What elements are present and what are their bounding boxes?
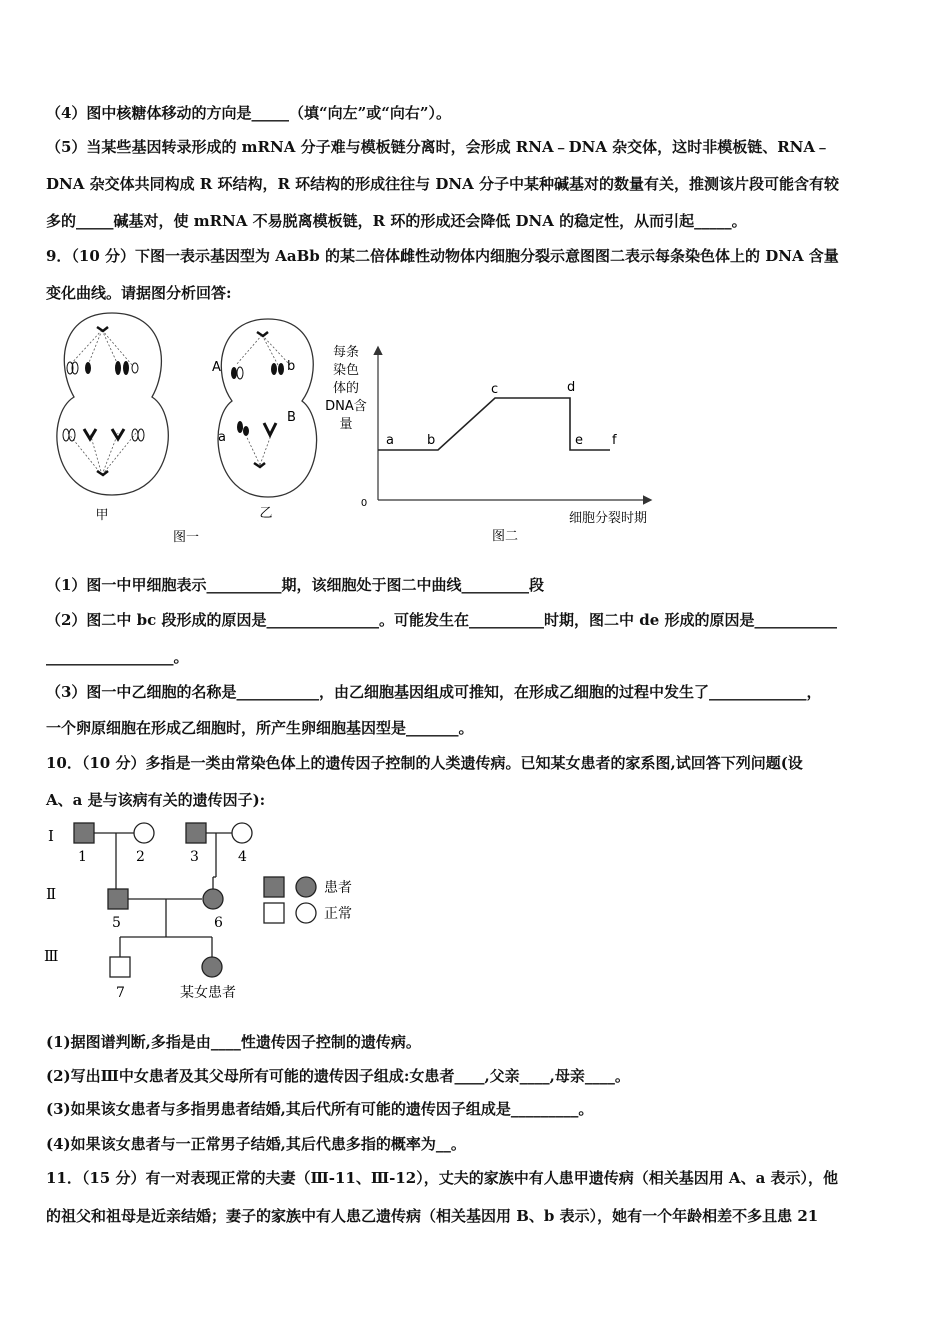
ylabel-line-4: DNA含 — [325, 399, 367, 414]
legend-normal-label: 正常 — [324, 906, 352, 922]
text-line-10: （3）图一中乙细胞的名称是___________，由乙细胞基因组成可推知，在形成乙细胞的过程中发生了_____________， — [46, 683, 822, 701]
point-e: e — [575, 433, 583, 448]
figure2-caption: 图二 — [491, 529, 519, 544]
figure1-caption: 图一 — [172, 530, 200, 545]
figure-pedigree — [40, 815, 370, 1010]
text-line-2: （5）当某些基因转录形成的 mRNA 分子难与模板链分离时，会形成 RNA﹣DNA 杂交体，这时非模板链、RNA﹣ — [46, 138, 831, 156]
legend-normal-male — [264, 903, 284, 923]
point-a: a — [386, 433, 394, 448]
individual-6 — [203, 889, 223, 909]
gene-a-label: a — [218, 430, 226, 445]
figure-dna-curve — [320, 340, 670, 550]
legend-normal-female — [296, 903, 316, 923]
cell-yi-outline — [218, 319, 316, 497]
text-line-11: 一个卵原细胞在形成乙细胞时，所产生卵细胞基因型是_______。 — [46, 719, 474, 737]
gene-B-label: B — [287, 410, 296, 425]
ylabel-line-1: 每条 — [332, 345, 360, 360]
individual-proband — [202, 957, 222, 977]
label-7: 7 — [116, 985, 125, 1001]
ylabel-line-3: 体的 — [332, 381, 360, 396]
label-2: 2 — [136, 849, 145, 865]
individual-3 — [186, 823, 206, 843]
xlabel: 细胞分裂时期 — [568, 511, 648, 526]
text-line-13: A、a 是与该病有关的遗传因子): — [46, 791, 266, 809]
ylabel-line-2: 染色 — [332, 363, 360, 378]
point-c: c — [491, 382, 499, 397]
text-line-4: 多的_____碱基对，使 mRNA 不易脱离模板链，R 环的形成还会降低 DNA 的稳定性，从而引起_____。 — [46, 212, 747, 230]
legend-affected-female — [296, 877, 316, 897]
text-line-19: 的祖父和祖母是近亲结婚；妻子的家族中有人患乙遗传病（相关基因用 B、b 表示），她有一个年龄相差不多且患 21 — [46, 1207, 819, 1225]
text-line-18: 11．（15 分）有一对表现正常的夫妻（Ⅲ-11、Ⅲ-12），丈夫的家族中有人患甲遗传病（相关基因用 A、a 表示），他 — [46, 1169, 839, 1187]
individual-4 — [232, 823, 252, 843]
text-line-8: （2）图二中 bc 段形成的原因是_______________。可能发生在__________时期，图二中 de 形成的原因是___________ — [46, 611, 837, 629]
legend-affected-label: 患者 — [324, 880, 352, 896]
individual-1 — [74, 823, 94, 843]
point-f: f — [612, 433, 617, 448]
text-line-12: 10．（10 分）多指是一类由常染色体上的遗传因子控制的人类遗传病。已知某女患者的家系图,试回答下列问题(设 — [46, 754, 803, 772]
cell-jia-label: 甲 — [95, 508, 109, 523]
figure-cell-division — [40, 305, 330, 555]
text-line-15: (2)写出Ⅲ中女患者及其父母所有可能的遗传因子组成:女患者____,父亲____,母亲____。 — [46, 1067, 630, 1085]
label-5: 5 — [112, 915, 121, 931]
label-3: 3 — [190, 849, 199, 865]
legend-affected-male — [264, 877, 284, 897]
text-line-14: (1)据图谱判断,多指是由____性遗传因子控制的遗传病。 — [46, 1033, 421, 1051]
gene-b-label: b — [287, 359, 296, 374]
label-6: 6 — [214, 915, 223, 931]
individual-7 — [110, 957, 130, 977]
gene-A-label: A — [212, 360, 221, 375]
text-line-7: （1）图一中甲细胞表示__________期，该细胞处于图二中曲线_________段 — [46, 576, 544, 594]
label-1: 1 — [78, 849, 87, 865]
text-line-16: (3)如果该女患者与多指男患者结婚,其后代所有可能的遗传因子组成是_________。 — [46, 1100, 594, 1118]
ylabel-line-5: 量 — [339, 417, 353, 432]
cell-jia-outline — [57, 313, 168, 495]
label-proband: 某女患者 — [180, 985, 236, 1001]
text-line-17: (4)如果该女患者与一正常男子结婚,其后代患多指的概率为__。 — [46, 1135, 466, 1153]
point-b: b — [427, 433, 436, 448]
individual-5 — [108, 889, 128, 909]
label-4: 4 — [238, 849, 247, 865]
cell-yi-label: 乙 — [259, 506, 273, 521]
origin-label: 0 — [360, 498, 368, 509]
point-d: d — [567, 380, 576, 395]
text-line-5: 9．（10 分）下图一表示基因型为 AaBb 的某二倍体雌性动物体内细胞分裂示意图图二表示每条染色体上的 DNA 含量 — [46, 247, 839, 265]
text-line-3: DNA 杂交体共同构成 R 环结构，R 环结构的形成往往与 DNA 分子中某种碱基对的数量有关，推测该片段可能含有较 — [46, 175, 839, 193]
text-line-9: _________________。 — [46, 648, 189, 666]
gen-III-label: Ⅲ — [44, 947, 59, 965]
individual-2 — [134, 823, 154, 843]
gen-II-label: Ⅱ — [46, 885, 57, 903]
text-line-6: 变化曲线。请据图分析回答: — [46, 284, 232, 302]
text-line-1: （4）图中核糖体移动的方向是_____（填“向左”或“向右”）。 — [46, 104, 451, 122]
gen-I-label: Ⅰ — [48, 827, 54, 845]
